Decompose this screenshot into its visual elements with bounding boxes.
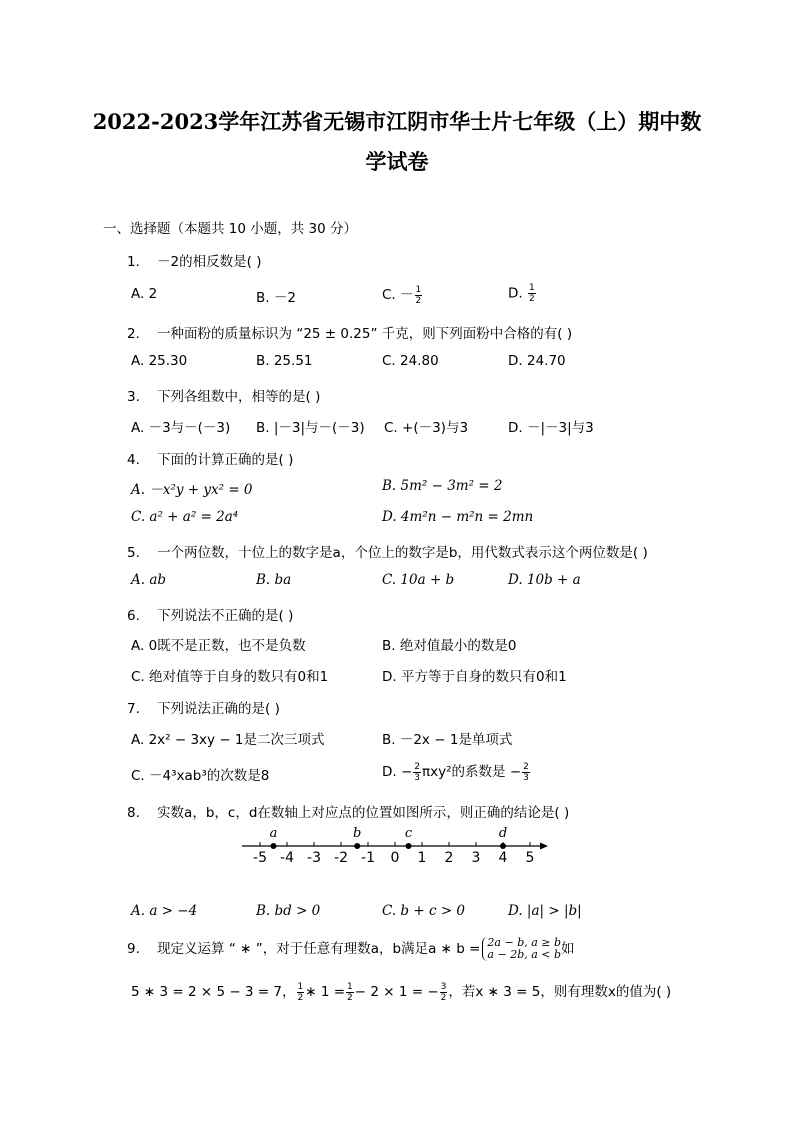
point-label-c: c — [404, 826, 413, 841]
fraction: $\frac{2}{3}$ — [523, 761, 529, 783]
axis-tick-label: -3 — [307, 850, 321, 866]
point-b — [354, 843, 360, 849]
q8-option-c[interactable]: C. b + c > 0 — [382, 903, 466, 919]
q4-option-d[interactable]: D. 4m²n − m²n = 2mn — [382, 509, 534, 525]
fraction: $\frac{1}{2}$ — [297, 981, 304, 1003]
axis-tick-label: 0 — [390, 850, 400, 866]
q3-option-a[interactable]: A. －3与－(－3) — [131, 420, 231, 436]
axis-tick-label: 5 — [525, 850, 535, 866]
axis-tick-label: 4 — [498, 850, 508, 866]
q5-option-b[interactable]: B. ba — [256, 572, 292, 588]
q7-option-a[interactable]: A. 2x² − 3xy − 1是二次三项式 — [131, 732, 325, 748]
question-number: 5. — [127, 545, 140, 561]
q7-option-b[interactable]: B. －2x − 1是单项式 — [382, 732, 513, 748]
axis-tick-label: 3 — [471, 850, 481, 866]
q3-option-d[interactable]: D. －|－3|与3 — [508, 420, 594, 436]
axis-tick-label: 1 — [417, 850, 427, 866]
point-label-a: a — [269, 826, 278, 841]
point-d — [500, 843, 506, 849]
question-number: 8. — [127, 805, 140, 821]
question-number: 6. — [127, 608, 140, 624]
question-1 — [127, 250, 261, 270]
q8-option-d[interactable]: D. |a| > |b| — [508, 903, 582, 919]
question-9: 9. 现定义运算 “ ∗ ”，对于任意有理数a，b满足a ∗ b = 2a − b, a ≥ b a − 2b, a < b 如 — [127, 936, 575, 961]
question-number: 1. — [127, 254, 140, 270]
question-5 — [127, 541, 648, 561]
question-text: 实数a，b，c，d在数轴上对应点的位置如图所示，则正确的结论是( ) — [157, 805, 570, 821]
q6-option-d[interactable]: D. 平方等于自身的数只有0和1 — [382, 669, 567, 685]
q5-option-c[interactable]: C. 10a + b — [382, 572, 455, 588]
question-3 — [127, 385, 320, 405]
question-text: 一种面粉的质量标识为 “25 ± 0.25” 千克，则下列面粉中合格的有( ) — [157, 326, 573, 342]
point-label-b: b — [353, 826, 362, 841]
q5-option-a[interactable]: A. ab — [131, 572, 167, 588]
q1-option-a[interactable]: A. 2 — [131, 286, 158, 302]
question-7 — [127, 697, 280, 717]
q2-option-a[interactable]: A. 25.30 — [131, 353, 188, 369]
question-text: 现定义运算 “ ∗ ”，对于任意有理数a，b满足a ∗ b = — [157, 941, 481, 957]
q2-option-b[interactable]: B. 25.51 — [256, 353, 313, 369]
exam-title-line1: 2022-2023学年江苏省无锡市江阴市华士片七年级（上）期中数 — [92, 109, 702, 134]
question-6 — [127, 604, 293, 624]
q8-option-b[interactable]: B. bd > 0 — [256, 903, 321, 919]
question-text: 一个两位数，十位上的数字是a，个位上的数字是b，用代数式表示这个两位数是( ) — [157, 545, 648, 561]
axis-tick-label: -5 — [253, 850, 267, 866]
question-text: 下列说法不正确的是( ) — [157, 608, 294, 624]
number-line-figure — [238, 818, 558, 870]
q4-option-a[interactable]: A. －x²y + yx² = 0 — [131, 482, 253, 498]
axis-tick-label: -1 — [361, 850, 375, 866]
axis-tick-label: -2 — [334, 850, 348, 866]
q7-option-d[interactable]: D. − $\frac{2}{3}$ πxy²的系数是 − $\frac{2}{3}$ — [382, 761, 529, 783]
q1-option-d[interactable] — [508, 283, 537, 304]
fraction: $\frac{1}{2}$ — [415, 284, 422, 306]
question-text: 下面的计算正确的是( ) — [157, 452, 294, 468]
question-text: 下列说法正确的是( ) — [157, 701, 280, 717]
q8-option-a[interactable]: A. a > −4 — [131, 903, 198, 919]
question-text: －2的相反数是( ) — [157, 254, 262, 270]
question-number: 3. — [127, 389, 140, 405]
point-c — [406, 843, 412, 849]
q6-option-a[interactable]: A. 0既不是正数，也不是负数 — [131, 638, 306, 654]
question-number: 9. — [127, 941, 140, 957]
question-number: 4. — [127, 452, 140, 468]
axis-arrow — [540, 843, 548, 850]
q7-option-c[interactable]: C. －4³xab³的次数是8 — [131, 768, 270, 784]
q4-option-b[interactable]: B. 5m² − 3m² = 2 — [382, 478, 503, 494]
q2-option-d[interactable]: D. 24.70 — [508, 353, 566, 369]
q2-option-c[interactable]: C. 24.80 — [382, 353, 439, 369]
fraction: $\frac{1}{2}$ — [528, 283, 535, 304]
fraction: $\frac{2}{3}$ — [414, 761, 421, 783]
q1-option-c[interactable] — [382, 283, 423, 306]
q6-option-c[interactable]: C. 绝对值等于自身的数只有0和1 — [131, 669, 329, 685]
point-label-d: d — [498, 826, 508, 841]
q1-option-b[interactable]: B. －2 — [256, 290, 296, 306]
question-number: 2. — [127, 326, 140, 342]
axis-tick-label: -4 — [280, 850, 294, 866]
q3-option-b[interactable]: B. |－3|与－(－3) — [256, 420, 365, 436]
option-prefix: C. － — [382, 287, 414, 303]
question-number: 7. — [127, 701, 140, 717]
section-heading: 一、选择题（本题共 10 小题，共 30 分） — [103, 221, 358, 237]
question-2 — [127, 322, 572, 342]
q5-option-d[interactable]: D. 10b + a — [508, 572, 581, 588]
q4-option-c[interactable]: C. a² + a² = 2a⁴ — [131, 509, 239, 525]
axis-tick-label: 2 — [444, 850, 454, 866]
option-prefix: D. — [508, 285, 527, 302]
question-9-line2: 5 ∗ 3 = 2 × 5 − 3 = 7， $\frac{1}{2}$ ∗ 1 = $\frac{1}{2}$ − 2 × 1 = − $\frac{3}{2}$ ，若x ∗ 3 = 5，则有理数x的值为( ) — [131, 981, 672, 1003]
q3-option-c[interactable]: C. +(－3)与3 — [384, 420, 469, 436]
fraction: $\frac{1}{2}$ — [347, 981, 353, 1003]
question-text: 下列各组数中，相等的是( ) — [157, 389, 321, 405]
exam-title-line2: 学试卷 — [365, 149, 429, 174]
question-4 — [127, 448, 293, 468]
piecewise-brace: 2a − b, a ≥ b a − 2b, a < b — [482, 937, 561, 961]
point-a — [271, 843, 277, 849]
q6-option-b[interactable]: B. 绝对值最小的数是0 — [382, 638, 517, 654]
fraction: $\frac{3}{2}$ — [440, 981, 447, 1003]
